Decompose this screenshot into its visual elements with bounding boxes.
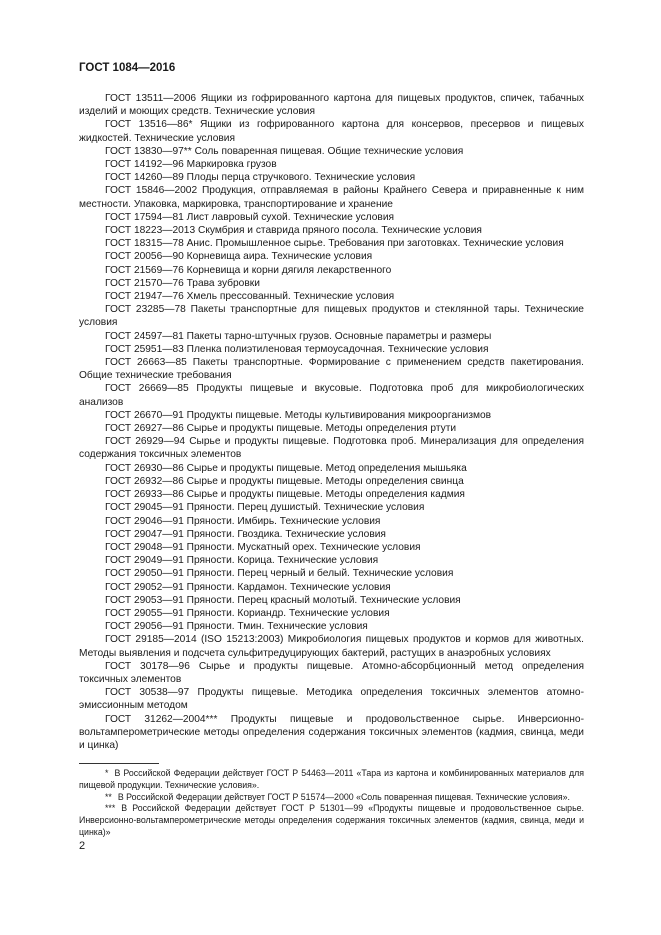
reference-title: Пакеты транспортные для пищевых продуктов и стеклянной тары. Технические условия: [79, 304, 584, 329]
reference-item: [79, 567, 584, 580]
reference-title: Сырье и продукты пищевые. Методы определения кадмия: [186, 489, 465, 501]
reference-code: ГОСТ 29050—91: [105, 568, 184, 580]
reference-item: [79, 607, 584, 620]
reference-code: ГОСТ 26933—86: [105, 489, 184, 501]
reference-item: [79, 633, 584, 659]
reference-item: [79, 515, 584, 528]
reference-title: Пряности. Тмин. Технические условия: [186, 621, 368, 633]
footnote-text: В Российской Федерации действует ГОСТ Р 51301—99 «Продукты пищевые и продовольственное сырье. Инверсионно-вольтамперометрические методы определения содержания токсичных элементов (кадмия, свинца, меди и цинка)»: [79, 803, 584, 837]
reference-item: [79, 382, 584, 408]
reference-code: ГОСТ 29046—91: [105, 515, 184, 527]
reference-item: [79, 660, 584, 686]
reference-code: ГОСТ 24597—81: [105, 330, 184, 342]
reference-title: Плоды перца стручкового. Технические условия: [186, 172, 416, 184]
reference-item: [79, 184, 584, 210]
reference-code: ГОСТ 21569—76: [105, 264, 184, 276]
reference-code: ГОСТ 26932—86: [105, 475, 184, 487]
normative-references-list: [79, 92, 584, 752]
reference-item: [79, 488, 584, 501]
reference-code: ГОСТ 26670—91: [105, 409, 184, 421]
reference-code: ГОСТ 29056—91: [105, 621, 184, 633]
reference-title: Пряности. Мускатный орех. Технические условия: [186, 541, 421, 553]
reference-code: ГОСТ 30178—96: [105, 660, 190, 672]
reference-code: ГОСТ 18315—78: [105, 238, 184, 250]
reference-title: Сырье и продукты пищевые. Подготовка проб. Минерализация для определения содержания токсичных элементов: [79, 436, 584, 461]
reference-item: [79, 211, 584, 224]
reference-item: [79, 343, 584, 356]
reference-item: [79, 620, 584, 633]
reference-code: ГОСТ 18223—2013: [105, 225, 196, 237]
reference-item: [79, 528, 584, 541]
reference-item: [79, 290, 584, 303]
reference-item: [79, 92, 584, 118]
reference-code: ГОСТ 14192—96: [105, 159, 184, 171]
reference-title: (ISO 15213:2003) Микробиология пищевых продуктов и кормов для животных. Методы выявления и подсчета сульфитредуцирующих бактерий, растущих в анаэробных условиях: [79, 634, 584, 659]
reference-title: Пряности. Перец черный и белый. Технические условия: [186, 568, 454, 580]
reference-item: [79, 422, 584, 435]
reference-title: Сырье и продукты пищевые. Метод определения мышьяка: [186, 462, 467, 474]
reference-code: ГОСТ 15846—2002: [105, 185, 198, 197]
reference-item: [79, 581, 584, 594]
reference-item: [79, 158, 584, 171]
reference-title: Сырье и продукты пищевые. Атомно-абсорбционный метод определения токсичных элементов: [79, 660, 584, 685]
footnote-mark: ***: [105, 803, 116, 814]
reference-code: ГОСТ 29185—2014: [105, 634, 197, 646]
reference-code: ГОСТ 14260—89: [105, 172, 184, 184]
reference-code: ГОСТ 29053—91: [105, 594, 184, 606]
reference-code: ГОСТ 25951—83: [105, 343, 184, 355]
reference-item: [79, 462, 584, 475]
reference-code: ГОСТ 26930—86: [105, 462, 184, 474]
footnote-text: В Российской Федерации действует ГОСТ Р 51574—2000 «Соль поваренная пищевая. Технические условия».: [117, 791, 570, 802]
reference-title: Продукты пищевые. Методы культивирования микроорганизмов: [186, 409, 492, 421]
reference-title: Пряности. Корица. Технические условия: [186, 555, 379, 567]
reference-item: [79, 356, 584, 382]
reference-title: Пряности. Кориандр. Технические условия: [186, 607, 390, 619]
reference-title: Продукция, отправляемая в районы Крайнего Севера и приравненные к ним местности. Упаковка, маркировка, транспортирование и хранение: [79, 185, 584, 210]
reference-title: Пряности. Имбирь. Технические условия: [186, 515, 381, 527]
footnote-separator: [79, 763, 159, 764]
reference-item: [79, 594, 584, 607]
reference-code: ГОСТ 29055—91: [105, 607, 184, 619]
reference-item: [79, 713, 584, 753]
reference-code: ГОСТ 17594—81: [105, 211, 184, 223]
footnote-item: [79, 792, 584, 804]
reference-code: ГОСТ 26929—94: [105, 436, 186, 448]
reference-title: Лист лавровый сухой. Технические условия: [186, 211, 395, 223]
reference-title: Корневища и корни дягиля лекарственного: [186, 264, 392, 276]
reference-code: ГОСТ 23285—78: [105, 304, 186, 316]
reference-code: ГОСТ 13516—86*: [105, 119, 193, 131]
reference-title: Ящики из гофрированного картона для консервов, пресервов и пищевых жидкостей. Технические условия: [79, 119, 584, 144]
reference-item: [79, 277, 584, 290]
reference-item: [79, 541, 584, 554]
reference-title: Продукты пищевые. Методика определения токсичных элементов атомно-эмиссионным методом: [79, 687, 584, 712]
reference-item: [79, 118, 584, 144]
reference-code: ГОСТ 13830—97**: [105, 145, 192, 157]
reference-title: Корневища аира. Технические условия: [186, 251, 373, 263]
reference-item: [79, 554, 584, 567]
reference-title: Сырье и продукты пищевые. Методы определения ртути: [186, 423, 457, 435]
reference-code: ГОСТ 29045—91: [105, 502, 184, 514]
footnotes: [79, 768, 584, 839]
reference-item: [79, 224, 584, 237]
reference-item: [79, 435, 584, 461]
reference-title: Пряности. Перец душистый. Технические условия: [186, 502, 425, 514]
reference-title: Пряности. Кардамон. Технические условия: [186, 581, 391, 593]
reference-code: ГОСТ 26663—85: [105, 357, 187, 369]
reference-item: [79, 264, 584, 277]
document-header: ГОСТ 1084—2016: [79, 62, 176, 74]
reference-code: ГОСТ 29049—91: [105, 555, 184, 567]
footnote-mark: *: [105, 768, 109, 778]
reference-title: Продукты пищевые и продовольственное сырье. Инверсионно-вольтамперометрические методы определения содержания токсичных элементов (кадмия, свинца, меди и цинка): [79, 713, 584, 751]
footnote-item: [79, 768, 584, 792]
reference-code: ГОСТ 21570—76: [105, 277, 184, 289]
reference-title: Хмель прессованный. Технические условия: [186, 291, 395, 303]
reference-code: ГОСТ 20056—90: [105, 251, 184, 263]
reference-item: [79, 501, 584, 514]
reference-item: [79, 330, 584, 343]
reference-code: ГОСТ 26669—85: [105, 383, 189, 395]
reference-code: ГОСТ 21947—76: [105, 291, 184, 303]
reference-title: Анис. Промышленное сырье. Требования при заготовках. Технические условия: [186, 238, 564, 250]
reference-title: Пряности. Перец красный молотый. Технические условия: [186, 594, 461, 606]
reference-title: Ящики из гофрированного картона для пищевых продуктов, спичек, табачных изделий и моющих средств. Технические условия: [79, 93, 584, 118]
reference-title: Трава зубровки: [186, 277, 260, 289]
reference-item: [79, 303, 584, 329]
reference-code: ГОСТ 26927—86: [105, 423, 184, 435]
reference-title: Маркировка грузов: [186, 159, 277, 171]
footnote-item: [79, 803, 584, 838]
reference-code: ГОСТ 31262—2004***: [105, 713, 218, 725]
reference-code: ГОСТ 30538—97: [105, 687, 190, 699]
reference-title: Пряности. Гвоздика. Технические условия: [186, 528, 386, 540]
reference-item: [79, 171, 584, 184]
reference-title: Пакеты тарно-штучных грузов. Основные параметры и размеры: [186, 330, 492, 342]
reference-code: ГОСТ 13511—2006: [105, 93, 197, 104]
reference-item: [79, 145, 584, 158]
reference-title: Продукты пищевые и вкусовые. Подготовка проб для микробиологических анализов: [79, 383, 584, 408]
reference-item: [79, 409, 584, 422]
footnote-mark: **: [105, 791, 112, 802]
reference-title: Пленка полиэтиленовая термоусадочная. Технические условия: [186, 343, 489, 355]
reference-title: Скумбрия и ставрида пряного посола. Технические условия: [197, 225, 482, 237]
reference-item: [79, 686, 584, 712]
reference-code: ГОСТ 29048—91: [105, 541, 184, 553]
footnote-text: В Российской Федерации действует ГОСТ Р 54463—2011 «Тара из картона и комбинированных материалов для пищевой продукции. Технические условия».: [79, 768, 584, 790]
reference-title: Сырье и продукты пищевые. Методы определения свинца: [186, 475, 464, 487]
reference-item: [79, 475, 584, 488]
reference-item: [79, 237, 584, 250]
reference-item: [79, 250, 584, 263]
reference-code: ГОСТ 29047—91: [105, 528, 184, 540]
page-number: 2: [79, 840, 86, 852]
reference-title: Пакеты транспортные. Формирование с применением средств пакетирования. Общие технические требования: [79, 357, 584, 382]
reference-code: ГОСТ 29052—91: [105, 581, 184, 593]
reference-title: Соль поваренная пищевая. Общие технические условия: [194, 145, 464, 157]
